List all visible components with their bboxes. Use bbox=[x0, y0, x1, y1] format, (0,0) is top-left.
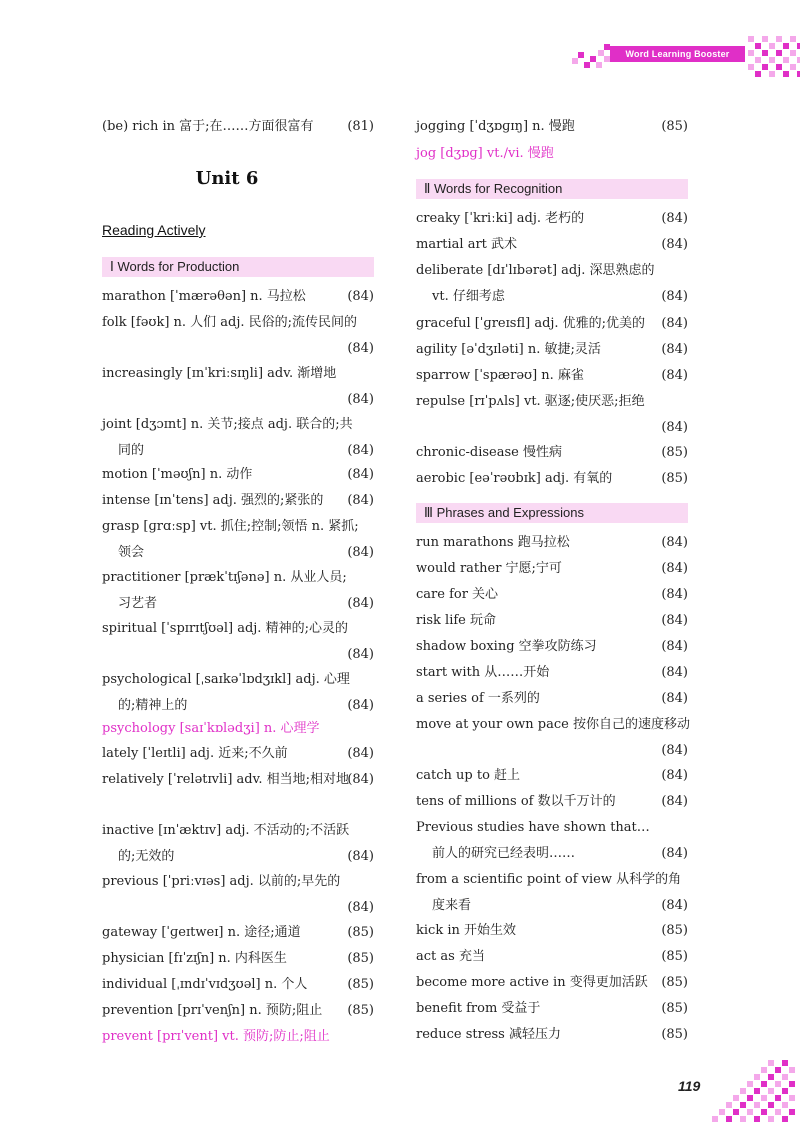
entry-text: start with 从……开始 bbox=[416, 665, 550, 680]
entry-page: (85) bbox=[661, 975, 688, 990]
decor-pixel bbox=[748, 50, 754, 56]
entry-text: marathon [ˈmærəθən] n. 马拉松 bbox=[102, 289, 306, 304]
entry-text: relatively [ˈrelətɪvli] adv. 相当地;相对地 bbox=[102, 772, 350, 787]
decor-pixel bbox=[762, 64, 768, 70]
entry-page: (84) bbox=[347, 392, 374, 407]
decor-pixel bbox=[761, 1095, 767, 1101]
decor-pixel bbox=[740, 1116, 746, 1122]
entry-page: (84) bbox=[661, 237, 688, 252]
entry-page: (85) bbox=[661, 923, 688, 938]
section-heading-production: Ⅰ Words for Production bbox=[102, 257, 374, 277]
entry-page: (84) bbox=[661, 316, 688, 331]
decor-pixel bbox=[768, 1102, 774, 1108]
entry-text: tens of millions of 数以千万计的 bbox=[416, 794, 616, 809]
entry-text: physician [fɪˈzɪʃn] n. 内科医生 bbox=[102, 951, 287, 966]
entry-page: (84) bbox=[661, 898, 688, 913]
entry-page: (84) bbox=[661, 535, 688, 550]
entry-text: martial art 武术 bbox=[416, 237, 518, 252]
decor-pixel bbox=[783, 71, 789, 77]
entry-continuation: 前人的研究已经表明…… bbox=[432, 846, 576, 861]
entry-continuation: 习艺者 bbox=[118, 596, 158, 611]
entry-text: prevent [prɪˈvent] vt. 预防;防止;阻止 bbox=[102, 1029, 330, 1044]
decor-pixel bbox=[754, 1116, 760, 1122]
decor-pixel bbox=[572, 58, 578, 64]
entry-page: (84) bbox=[661, 639, 688, 654]
entry-text: joint [dʒɔɪnt] n. 关节;接点 adj. 联合的;共 bbox=[102, 417, 353, 432]
entry-page: (84) bbox=[347, 900, 374, 915]
decor-pixel bbox=[782, 1102, 788, 1108]
entry-page: (84) bbox=[661, 289, 688, 304]
entry-page: (84) bbox=[347, 467, 374, 482]
decor-pixel bbox=[761, 1081, 767, 1087]
decor-pixel bbox=[740, 1102, 746, 1108]
decor-pixel bbox=[740, 1088, 746, 1094]
entry-page: (84) bbox=[347, 746, 374, 761]
decor-pixel bbox=[769, 43, 775, 49]
entry-text: motion [ˈməʊʃn] n. 动作 bbox=[102, 467, 253, 482]
decor-pixel bbox=[747, 1081, 753, 1087]
decor-pixel bbox=[761, 1109, 767, 1115]
decor-pixel bbox=[776, 64, 782, 70]
entry-text: individual [ˌɪndɪˈvɪdʒʊəl] n. 个人 bbox=[102, 977, 308, 992]
entry-continuation: 领会 bbox=[118, 545, 145, 560]
entry-text: increasingly [ɪnˈkriːsɪŋli] adv. 渐增地 bbox=[102, 366, 337, 381]
entry-page: (84) bbox=[661, 420, 688, 435]
entry-page: (84) bbox=[661, 561, 688, 576]
entry-page: (84) bbox=[347, 647, 374, 662]
entry-continuation: vt. 仔细考虑 bbox=[432, 289, 505, 304]
entry-page: (84) bbox=[347, 698, 374, 713]
entry-text: repulse [rɪˈpʌls] vt. 驱逐;使厌恶;拒绝 bbox=[416, 394, 645, 409]
entry-text: would rather 宁愿;宁可 bbox=[416, 561, 562, 576]
decor-pixel bbox=[747, 1109, 753, 1115]
decor-pixel bbox=[783, 57, 789, 63]
section-heading-phrases: Ⅲ Phrases and Expressions bbox=[416, 503, 688, 523]
entry-text: (be) rich in 富于;在……方面很富有 bbox=[102, 119, 314, 134]
entry-text: psychological [ˌsaɪkəˈlɒdʒɪkl] adj. 心理 bbox=[102, 672, 350, 687]
entry-continuation: 同的 bbox=[118, 443, 145, 458]
entry-page: (84) bbox=[661, 665, 688, 680]
decor-pixel bbox=[762, 50, 768, 56]
entry-text: become more active in 变得更加活跃 bbox=[416, 975, 648, 990]
entry-page: (85) bbox=[661, 119, 688, 134]
entry-text: intense [ɪnˈtens] adj. 强烈的;紧张的 bbox=[102, 493, 324, 508]
decor-pixel bbox=[712, 1116, 718, 1122]
entry-page: (84) bbox=[661, 691, 688, 706]
entry-text: shadow boxing 空拳攻防练习 bbox=[416, 639, 597, 654]
entry-text: gateway [ˈɡeɪtweɪ] n. 途径;通道 bbox=[102, 925, 301, 940]
entry-page: (84) bbox=[347, 849, 374, 864]
header-banner: Word Learning Booster bbox=[610, 46, 745, 62]
reading-heading: Reading Actively bbox=[102, 222, 206, 238]
entry-text: folk [fəʊk] n. 人们 adj. 民俗的;流传民间的 bbox=[102, 315, 358, 330]
entry-text: risk life 玩命 bbox=[416, 613, 497, 628]
entry-text: move at your own pace 按你自己的速度移动 bbox=[416, 717, 690, 732]
decor-pixel bbox=[748, 64, 754, 70]
decor-pixel bbox=[748, 36, 754, 42]
entry-text: aerobic [eəˈrəʊbɪk] adj. 有氧的 bbox=[416, 471, 613, 486]
entry-page: (85) bbox=[661, 949, 688, 964]
entry-text: run marathons 跑马拉松 bbox=[416, 535, 570, 550]
entry-page: (85) bbox=[347, 977, 374, 992]
entry-text: deliberate [dɪˈlɪbərət] adj. 深思熟虑的 bbox=[416, 263, 655, 278]
entry-text: chronic-disease 慢性病 bbox=[416, 445, 562, 460]
entry-page: (84) bbox=[661, 794, 688, 809]
entry-page: (84) bbox=[661, 846, 688, 861]
decor-pixel bbox=[768, 1088, 774, 1094]
entry-page: (85) bbox=[661, 445, 688, 460]
decor-pixel bbox=[782, 1116, 788, 1122]
decor-pixel bbox=[789, 1095, 795, 1101]
entry-text: psychology [saɪˈkɒlədʒi] n. 心理学 bbox=[102, 721, 320, 736]
decor-pixel bbox=[782, 1088, 788, 1094]
page-number: 119 bbox=[678, 1078, 701, 1094]
decor-pixel bbox=[768, 1074, 774, 1080]
decor-pixel bbox=[790, 36, 796, 42]
entry-page: (84) bbox=[661, 211, 688, 226]
entry-text: jogging [ˈdʒɒɡɪŋ] n. 慢跑 bbox=[416, 119, 575, 134]
entry-continuation: 度来看 bbox=[432, 898, 472, 913]
entry-page: (84) bbox=[347, 545, 374, 560]
decor-pixel bbox=[775, 1067, 781, 1073]
decor-pixel bbox=[733, 1109, 739, 1115]
entry-page: (85) bbox=[661, 1027, 688, 1042]
entry-continuation: 的;无效的 bbox=[118, 849, 175, 864]
entry-text: reduce stress 减轻压力 bbox=[416, 1027, 561, 1042]
entry-text: kick in 开始生效 bbox=[416, 923, 516, 938]
entry-text: creaky [ˈkriːki] adj. 老朽的 bbox=[416, 211, 585, 226]
entry-page: (84) bbox=[347, 443, 374, 458]
decor-pixel bbox=[782, 1060, 788, 1066]
decor-pixel bbox=[776, 50, 782, 56]
decor-pixel bbox=[754, 1102, 760, 1108]
decor-pixel bbox=[790, 64, 796, 70]
decor-pixel bbox=[789, 1081, 795, 1087]
decor-pixel bbox=[768, 1060, 774, 1066]
entry-page: (81) bbox=[347, 119, 374, 134]
entry-text: catch up to 赶上 bbox=[416, 768, 521, 783]
entry-text: previous [ˈpriːvɪəs] adj. 以前的;早先的 bbox=[102, 874, 341, 889]
entry-page: (84) bbox=[347, 772, 374, 787]
decor-pixel bbox=[604, 44, 610, 50]
decor-pixel bbox=[755, 57, 761, 63]
decor-pixel bbox=[776, 36, 782, 42]
decor-pixel bbox=[747, 1095, 753, 1101]
entry-text: Previous studies have shown that… bbox=[416, 820, 650, 835]
decor-pixel bbox=[604, 56, 610, 62]
entry-text: sparrow [ˈspærəʊ] n. 麻雀 bbox=[416, 368, 584, 383]
entry-text: prevention [prɪˈvenʃn] n. 预防;阻止 bbox=[102, 1003, 323, 1018]
decor-pixel bbox=[596, 62, 602, 68]
unit-title: Unit 6 bbox=[195, 168, 259, 189]
entry-text: from a scientific point of view 从科学的角 bbox=[416, 872, 682, 887]
entry-text: benefit from 受益于 bbox=[416, 1001, 541, 1016]
decor-pixel bbox=[578, 52, 584, 58]
decor-pixel bbox=[754, 1088, 760, 1094]
entry-page: (84) bbox=[347, 289, 374, 304]
decor-pixel bbox=[733, 1095, 739, 1101]
decor-pixel bbox=[762, 36, 768, 42]
entry-page: (84) bbox=[661, 342, 688, 357]
decor-pixel bbox=[584, 62, 590, 68]
entry-page: (84) bbox=[347, 596, 374, 611]
entry-text: grasp [ɡrɑːsp] vt. 抓住;控制;领悟 n. 紧抓; bbox=[102, 519, 359, 534]
entry-text: graceful [ˈɡreɪsfl] adj. 优雅的;优美的 bbox=[416, 316, 646, 331]
entry-page: (84) bbox=[661, 613, 688, 628]
decor-pixel bbox=[775, 1109, 781, 1115]
entry-continuation: 的;精神上的 bbox=[118, 698, 188, 713]
decor-pixel bbox=[783, 43, 789, 49]
entry-text: care for 关心 bbox=[416, 587, 499, 602]
entry-page: (85) bbox=[661, 471, 688, 486]
section-heading-recognition: Ⅱ Words for Recognition bbox=[416, 179, 688, 199]
decor-pixel bbox=[768, 1116, 774, 1122]
decor-pixel bbox=[726, 1116, 732, 1122]
entry-page: (84) bbox=[661, 768, 688, 783]
decor-pixel bbox=[754, 1074, 760, 1080]
entry-page: (84) bbox=[661, 587, 688, 602]
entry-text: inactive [ɪnˈæktɪv] adj. 不活动的;不活跃 bbox=[102, 823, 350, 838]
decor-pixel bbox=[790, 50, 796, 56]
decor-pixel bbox=[789, 1067, 795, 1073]
decor-pixel bbox=[719, 1109, 725, 1115]
entry-text: a series of 一系列的 bbox=[416, 691, 540, 706]
decor-pixel bbox=[769, 71, 775, 77]
entry-page: (85) bbox=[347, 925, 374, 940]
decor-pixel bbox=[761, 1067, 767, 1073]
entry-page: (85) bbox=[347, 1003, 374, 1018]
entry-text: spiritual [ˈspɪrɪtʃʊəl] adj. 精神的;心灵的 bbox=[102, 621, 348, 636]
entry-text: practitioner [prækˈtɪʃənə] n. 从业人员; bbox=[102, 570, 347, 585]
entry-page: (84) bbox=[347, 493, 374, 508]
entry-text: agility [əˈdʒɪləti] n. 敏捷;灵活 bbox=[416, 342, 601, 357]
decor-pixel bbox=[755, 71, 761, 77]
entry-page: (85) bbox=[661, 1001, 688, 1016]
decor-pixel bbox=[769, 57, 775, 63]
decor-pixel bbox=[775, 1081, 781, 1087]
entry-text: jog [dʒɒɡ] vt./vi. 慢跑 bbox=[416, 146, 554, 161]
decor-pixel bbox=[782, 1074, 788, 1080]
entry-page: (84) bbox=[661, 743, 688, 758]
decor-pixel bbox=[726, 1102, 732, 1108]
entry-text: lately [ˈleɪtli] adj. 近来;不久前 bbox=[102, 746, 288, 761]
decor-pixel bbox=[755, 43, 761, 49]
entry-text: act as 充当 bbox=[416, 949, 485, 964]
entry-page: (84) bbox=[347, 341, 374, 356]
entry-page: (84) bbox=[661, 368, 688, 383]
decor-pixel bbox=[775, 1095, 781, 1101]
decor-pixel bbox=[789, 1109, 795, 1115]
entry-page: (85) bbox=[347, 951, 374, 966]
